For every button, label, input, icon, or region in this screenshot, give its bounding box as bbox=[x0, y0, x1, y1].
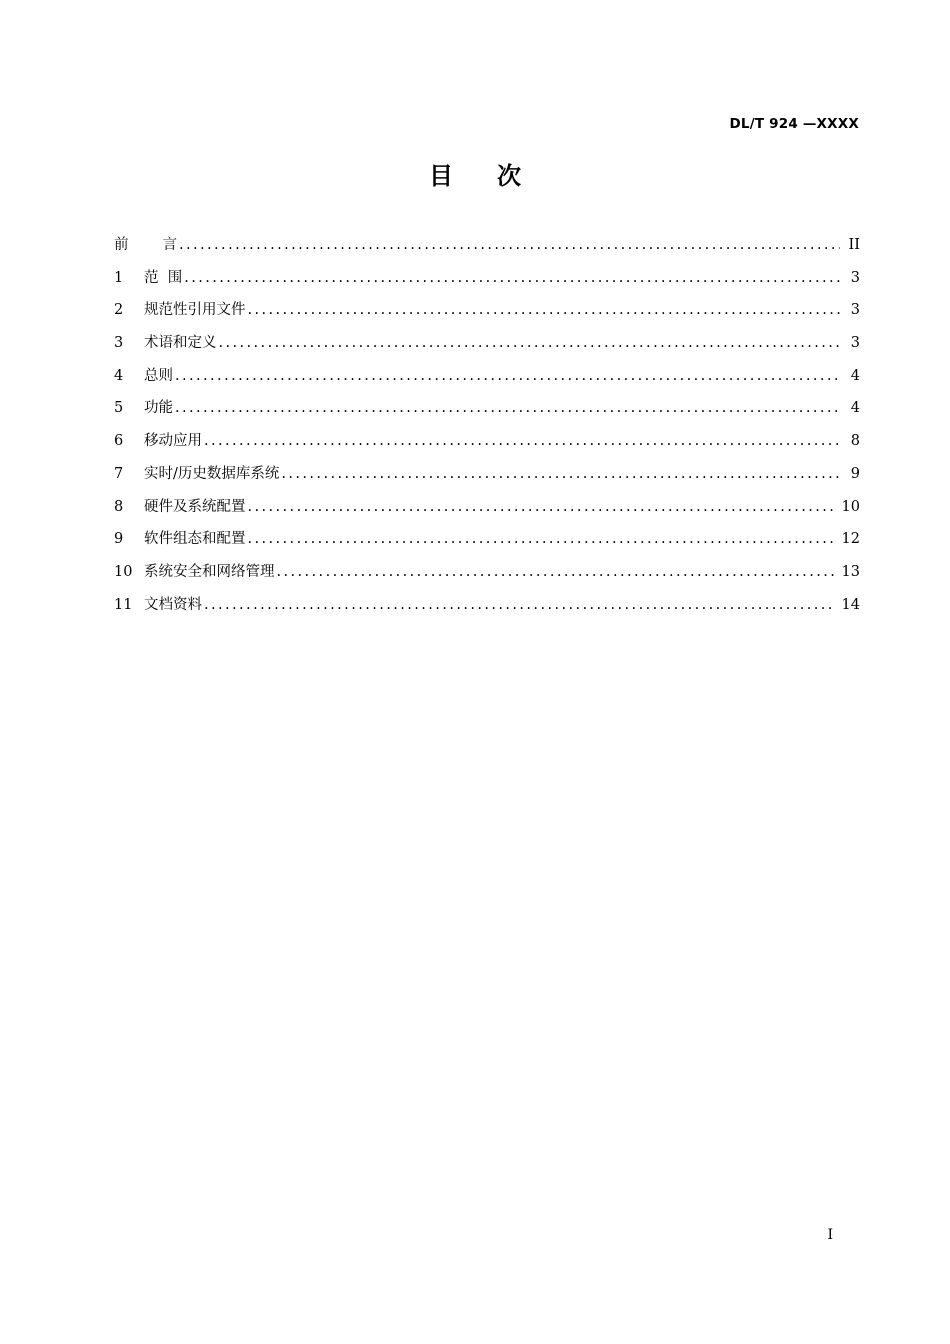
toc-entry-4[interactable] bbox=[114, 360, 860, 393]
toc-entry-9[interactable] bbox=[114, 523, 860, 556]
page-title-part-2: 次 bbox=[497, 162, 565, 190]
toc-entry-label: 硬件及系统配置 bbox=[144, 498, 246, 515]
toc-entry-page: 3 bbox=[850, 269, 860, 286]
toc-entry-number: 1 bbox=[114, 269, 124, 286]
toc-entry-5[interactable] bbox=[114, 392, 860, 425]
toc-entry-number: 3 bbox=[114, 335, 124, 352]
toc-entry-page: 12 bbox=[841, 531, 860, 548]
toc-entry-label bbox=[114, 229, 177, 262]
toc-entry-page: 14 bbox=[841, 596, 860, 613]
toc-entry-page: 3 bbox=[850, 335, 860, 352]
dot-leader bbox=[184, 262, 840, 295]
toc-entry-6[interactable] bbox=[114, 425, 860, 458]
dot-leader bbox=[179, 229, 840, 262]
page-number: I bbox=[827, 1227, 833, 1243]
toc-entry-number: 10 bbox=[114, 563, 133, 580]
preface-label-part-2: 言 bbox=[162, 237, 177, 253]
dot-leader bbox=[248, 491, 836, 524]
toc-entry-7[interactable] bbox=[114, 458, 860, 491]
toc-entry-label: 文档资料 bbox=[144, 596, 202, 613]
toc-entry-1[interactable] bbox=[114, 262, 860, 295]
toc-entry-page: 4 bbox=[850, 367, 860, 384]
toc-entry-number: 11 bbox=[114, 596, 133, 613]
toc-entry-page: 3 bbox=[850, 302, 860, 319]
toc-entry-number: 6 bbox=[114, 433, 124, 450]
toc-entry-number: 2 bbox=[114, 302, 124, 319]
toc-entry-label: 系统安全和网络管理 bbox=[144, 563, 275, 580]
toc-entry-2[interactable] bbox=[114, 294, 860, 327]
preface-label-part-1: 前 bbox=[114, 237, 129, 253]
toc-entry-page: 8 bbox=[850, 433, 860, 450]
toc-entry-label: 总则 bbox=[144, 367, 173, 384]
toc-entry-11[interactable] bbox=[114, 589, 860, 622]
toc-entry-10[interactable] bbox=[114, 556, 860, 589]
toc-entry-label: 范 围 bbox=[144, 269, 183, 286]
toc-entry-page: 10 bbox=[841, 498, 860, 515]
toc-entry-number: 7 bbox=[114, 465, 124, 482]
toc-entry-number: 4 bbox=[114, 367, 124, 384]
toc-entry-label: 术语和定义 bbox=[144, 335, 217, 352]
toc-entry-label: 规范性引用文件 bbox=[144, 302, 246, 319]
dot-leader bbox=[281, 458, 840, 491]
dot-leader bbox=[248, 294, 841, 327]
toc-entry-page: 4 bbox=[850, 400, 860, 417]
dot-leader bbox=[219, 327, 841, 360]
toc-entry-label: 软件组态和配置 bbox=[144, 531, 246, 548]
page-title bbox=[0, 156, 950, 191]
dot-leader bbox=[175, 360, 840, 393]
toc-entry-preface[interactable] bbox=[114, 229, 860, 262]
toc-entry-3[interactable] bbox=[114, 327, 860, 360]
toc-entry-number: 8 bbox=[114, 498, 124, 515]
toc-entry-number: 9 bbox=[114, 531, 124, 548]
toc-entry-label: 移动应用 bbox=[144, 433, 202, 450]
toc-entry-label: 功能 bbox=[144, 400, 173, 417]
table-of-contents bbox=[114, 229, 860, 621]
toc-entry-label: 实时/历史数据库系统 bbox=[144, 465, 280, 482]
dot-leader bbox=[175, 392, 840, 425]
dot-leader bbox=[248, 523, 836, 556]
toc-entry-page: II bbox=[848, 237, 860, 253]
toc-entry-page: 9 bbox=[850, 465, 860, 482]
toc-entry-8[interactable] bbox=[114, 491, 860, 524]
document-code: DL/T 924 —XXXX bbox=[729, 116, 859, 132]
toc-entry-number: 5 bbox=[114, 400, 124, 417]
page-title-part-1: 目 bbox=[429, 162, 497, 190]
dot-leader bbox=[204, 425, 840, 458]
dot-leader bbox=[204, 589, 836, 622]
dot-leader bbox=[277, 556, 836, 589]
toc-entry-page: 13 bbox=[841, 563, 860, 580]
